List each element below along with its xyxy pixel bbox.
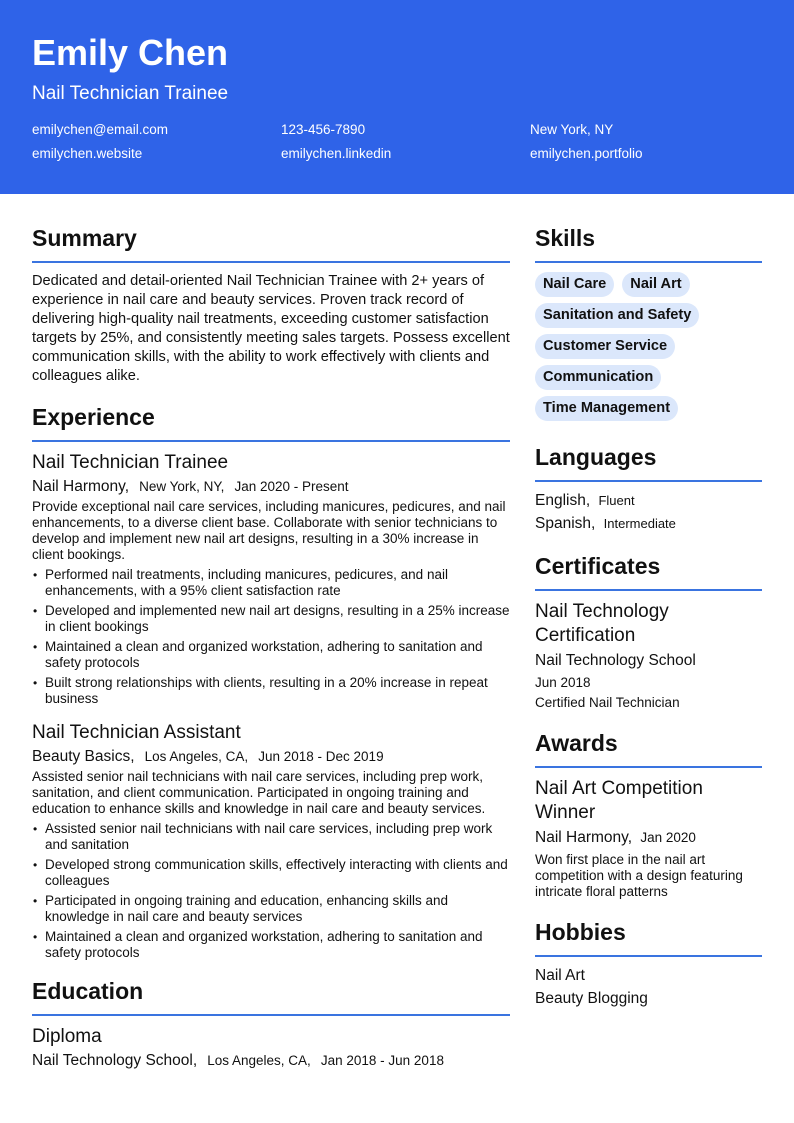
portfolio-link[interactable]: emilychen.portfolio (530, 146, 643, 161)
phone-text: 123-456-7890 (281, 122, 366, 137)
certificate-description: Certified Nail Technician (535, 695, 680, 710)
education-location: Los Angeles, CA, (207, 1053, 311, 1068)
education-meta (32, 1052, 510, 1070)
resume-header (0, 0, 794, 194)
email-link[interactable]: emilychen@email.com (32, 122, 168, 137)
hobby-item: Beauty Blogging (535, 990, 648, 1007)
languages-heading: Languages (535, 443, 762, 482)
award-date: Jan 2020 (640, 830, 696, 845)
awards-section (535, 729, 762, 900)
job-bullet: • Maintained a clean and organized workstation, adhering to sanitation and safety protocols (32, 929, 510, 961)
job-description: Assisted senior nail technicians with nail care services, including prep work, sanitation, and client communication. Participated in ongoing training and education to enhance skills and knowledge in nail care and beauty services. (32, 769, 486, 816)
job-bullet: • Performed nail treatments, including manicures, pedicures, and nail enhancements, with a 95% client satisfaction rate (32, 567, 510, 599)
job-meta (32, 748, 510, 766)
education-heading: Education (32, 977, 510, 1016)
skill-tag: Nail Art (622, 272, 689, 297)
language-name: Spanish, (535, 515, 596, 532)
job-bullets (32, 567, 510, 707)
job-location: Los Angeles, CA, (144, 749, 249, 764)
certificate-date: Jun 2018 (535, 675, 591, 690)
hobbies-section (535, 918, 762, 1009)
summary-heading: Summary (32, 224, 510, 263)
certificates-section (535, 552, 762, 711)
job-bullet: • Built strong relationships with clients, resulting in a 20% increase in repeat business (32, 675, 510, 707)
job-meta (32, 478, 510, 496)
job-company: Nail Harmony, (32, 478, 130, 495)
skills-list (535, 272, 762, 421)
certificate-issuer: Nail Technology School (535, 652, 696, 669)
job-dates: Jun 2018 - Dec 2019 (258, 749, 384, 764)
summary-text: Dedicated and detail-oriented Nail Technician Trainee with 2+ years of experience in nail care and beauty services. Proven track record of delivering high-quality nail treatments, exceeding customer satisfaction targets by 25%, and consistently meeting sales targets. Possess excellent communication skills, with the ability to work effectively with clients and colleagues alike. (32, 273, 510, 384)
language-item (535, 514, 762, 534)
hobby-item: Nail Art (535, 967, 585, 984)
skill-tag: Nail Care (535, 272, 614, 297)
experience-heading: Experience (32, 403, 510, 442)
job-entry (32, 721, 510, 961)
skill-tag: Customer Service (535, 334, 675, 359)
skills-heading: Skills (535, 224, 762, 263)
job-bullet: • Assisted senior nail technicians with nail care services, including prep work and sanitation (32, 821, 510, 853)
award-org: Nail Harmony, (535, 829, 633, 846)
award-description: Won first place in the nail art competition with a design featuring intricate floral patterns (535, 852, 743, 899)
language-item (535, 491, 762, 511)
certificate-name: Nail Technology Certification (535, 601, 669, 646)
skill-tag: Communication (535, 365, 661, 390)
award-name: Nail Art Competition Winner (535, 778, 703, 823)
website-link[interactable]: emilychen.website (32, 146, 143, 161)
candidate-name: Emily Chen (32, 32, 229, 73)
skill-tag: Time Management (535, 396, 678, 421)
language-name: English, (535, 492, 591, 509)
languages-section (535, 443, 762, 534)
job-description: Provide exceptional nail care services, including manicures, pedicures, and nail enhancements, to a diverse client base. Collaborate with senior technicians to develop and implement new nail art designs, resulting in a 30% increase in client bookings. (32, 499, 506, 562)
job-bullets (32, 821, 510, 961)
hobbies-heading: Hobbies (535, 918, 762, 957)
education-school: Nail Technology School, (32, 1052, 198, 1069)
job-company: Beauty Basics, (32, 748, 135, 765)
main-column (32, 224, 510, 1070)
job-entry (32, 451, 510, 707)
job-title: Nail Technician Trainee (32, 452, 229, 473)
skill-tag: Sanitation and Safety (535, 303, 699, 328)
job-bullet: • Participated in ongoing training and education, enhancing skills and knowledge in nail care and beauty services (32, 893, 510, 925)
education-degree: Diploma (32, 1026, 102, 1047)
linkedin-link[interactable]: emilychen.linkedin (281, 146, 392, 161)
job-location: New York, NY, (139, 479, 225, 494)
awards-heading: Awards (535, 729, 762, 768)
job-dates: Jan 2020 - Present (234, 479, 349, 494)
location-text: New York, NY (530, 122, 614, 137)
job-bullet: • Developed strong communication skills, effectively interacting with clients and colleagues (32, 857, 510, 889)
job-bullet: • Developed and implemented new nail art designs, resulting in a 25% increase in client bookings (32, 603, 510, 635)
language-level: Intermediate (603, 516, 676, 531)
education-dates: Jan 2018 - Jun 2018 (320, 1053, 444, 1068)
certificates-heading: Certificates (535, 552, 762, 591)
candidate-title: Nail Technician Trainee (32, 83, 229, 104)
job-title: Nail Technician Assistant (32, 722, 241, 743)
language-level: Fluent (598, 493, 635, 508)
job-bullet: • Maintained a clean and organized workstation, adhering to sanitation and safety protocols (32, 639, 510, 671)
side-column (535, 224, 762, 1027)
award-meta (535, 828, 762, 848)
